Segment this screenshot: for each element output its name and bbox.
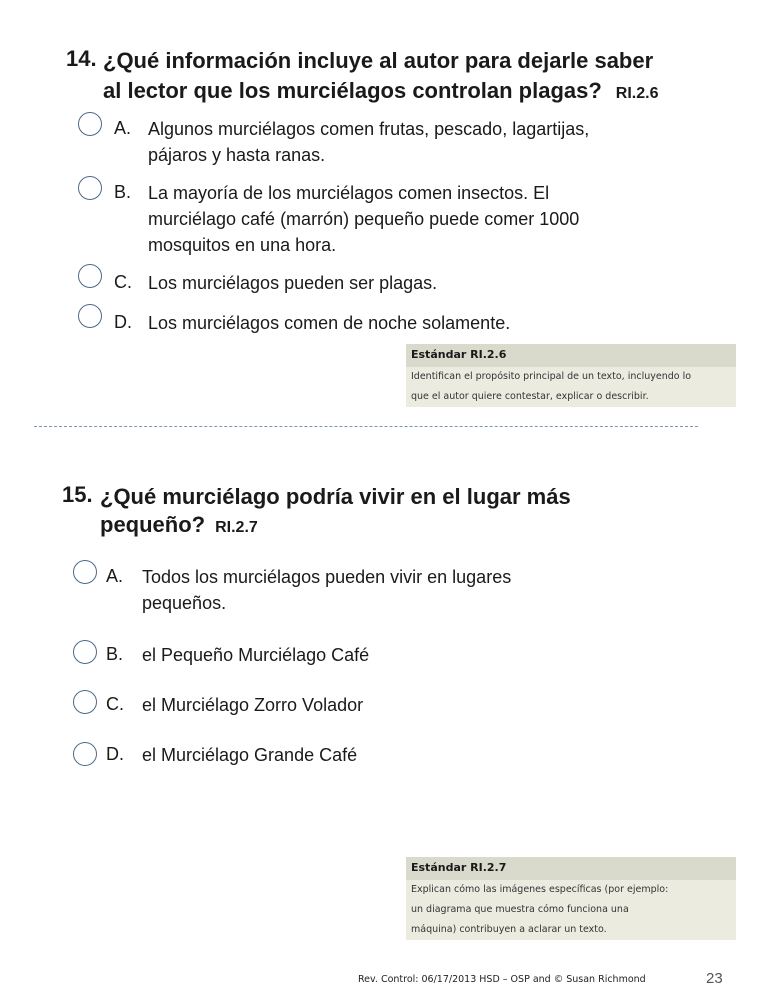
q14-option-a-radio[interactable]	[78, 112, 102, 136]
q15-question-line2: pequeño?	[100, 512, 206, 537]
q14-option-b-line: murciélago café (marrón) pequeño puede comer 1000	[148, 209, 580, 229]
q15-option-c-radio[interactable]	[73, 690, 97, 714]
q14-question-line2: al lector que los murciélagos controlan plagas?	[103, 78, 602, 103]
q14-standard-box-line: que el autor quiere contestar, explicar o describir.	[411, 391, 649, 402]
q14-standard-tag: RI.2.6	[615, 85, 659, 102]
q15-option-c-letter: C.	[106, 694, 124, 714]
q15-option-c-line: el Murciélago Zorro Volador	[142, 695, 364, 715]
q14-question-line1: ¿Qué información incluye al autor para dejarle saber	[103, 48, 654, 73]
q15-option-b-line: el Pequeño Murciélago Café	[142, 645, 370, 665]
q15-number: 15.	[62, 482, 93, 507]
q15-standard-tag: RI.2.7	[215, 519, 258, 536]
q15-option-b-text	[142, 642, 369, 668]
q14-option-a-line: pájaros y hasta ranas.	[148, 145, 326, 165]
q14-option-d-radio[interactable]	[78, 304, 102, 328]
q15-option-b-letter: B.	[106, 644, 124, 664]
q15-standard-box-body	[406, 880, 736, 940]
q14-standard-box-body	[406, 367, 736, 407]
q15-question-line2-wrap	[100, 510, 258, 543]
q14-option-d-line: Los murciélagos comen de noche solamente.	[148, 313, 511, 333]
q14-standard-box-title: Estándar RI.2.6	[406, 344, 736, 367]
q15-standard-box-line: Explican cómo las imágenes específicas (por ejemplo:	[411, 884, 669, 895]
q14-option-c-text	[148, 270, 437, 296]
q14-option-d-text	[148, 310, 510, 336]
section-divider	[34, 426, 698, 427]
page-number: 23	[706, 970, 723, 987]
q15-standard-box-line: un diagrama que muestra cómo funciona una	[411, 904, 629, 915]
q15-option-d-text	[142, 742, 357, 768]
q14-option-c-line: Los murciélagos pueden ser plagas.	[148, 273, 438, 293]
q15-standard-box-title: Estándar RI.2.7	[406, 857, 736, 880]
q14-option-d-letter: D.	[114, 312, 132, 332]
q14-standard-box-line: Identifican el propósito principal de un texto, incluyendo lo	[411, 371, 692, 382]
q15-option-a-radio[interactable]	[73, 560, 97, 584]
q14-option-b-line: mosquitos en una hora.	[148, 235, 337, 255]
q14-option-a-line: Algunos murciélagos comen frutas, pescado, lagartijas,	[148, 119, 590, 139]
q14-option-b-text	[148, 180, 579, 258]
q14-option-c-letter: C.	[114, 272, 132, 292]
q14-option-b-radio[interactable]	[78, 176, 102, 200]
q15-option-a-line: pequeños.	[142, 593, 227, 613]
q14-number: 14.	[66, 46, 97, 71]
footer-revision-text: Rev. Control: 06/17/2013 HSD – OSP and © Susan Richmond	[358, 974, 646, 985]
q15-option-c-text	[142, 692, 363, 718]
q15-question-line1: ¿Qué murciélago podría vivir en el lugar más	[100, 484, 571, 509]
q14-option-a-letter: A.	[114, 118, 132, 138]
q15-standard-box	[406, 857, 736, 940]
q15-option-a-line: Todos los murciélagos pueden vivir en lugares	[142, 567, 512, 587]
q14-option-b-line: La mayoría de los murciélagos comen insectos. El	[148, 183, 550, 203]
q15-option-d-line: el Murciélago Grande Café	[142, 745, 358, 765]
q14-question-line2-wrap	[103, 76, 658, 109]
q15-option-a-letter: A.	[106, 566, 124, 586]
q15-standard-box-line: máquina) contribuyen a aclarar un texto.	[411, 924, 607, 935]
q14-option-a-text	[148, 116, 589, 168]
q15-option-b-radio[interactable]	[73, 640, 97, 664]
q14-standard-box	[406, 344, 736, 407]
q15-option-d-radio[interactable]	[73, 742, 97, 766]
q15-option-a-text	[142, 564, 511, 616]
q14-option-c-radio[interactable]	[78, 264, 102, 288]
q15-option-d-letter: D.	[106, 744, 124, 764]
q14-option-b-letter: B.	[114, 182, 132, 202]
